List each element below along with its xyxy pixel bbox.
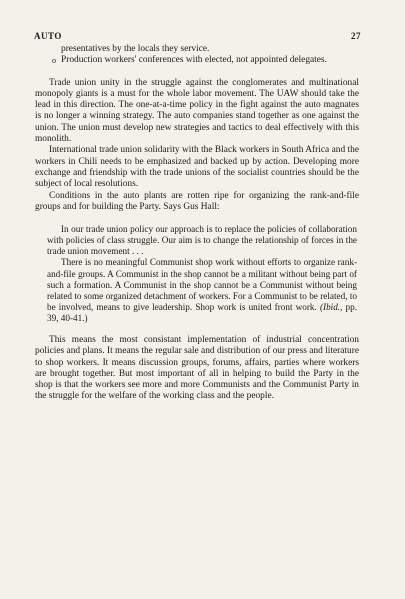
page-number: 27 [351,31,361,41]
quote-paragraph-2-text: There is no meaningful Communist shop work without efforts to organize rank-and-file groups. A Communist in the shop cannot be a militant without being part of such a formation. A Communist in the shop cannot be a Communist without being related to some organized detachment of workers. For a Communist to be related, to be involved, means to give leadership. Shop work is united front work. [47,257,357,312]
quote-paragraph-2 [47,257,357,324]
running-title: AUTO [34,31,62,41]
paragraph-closing: This means the most consistant implementation of industrial concentration policies and plans. It means the regular sale and distribution of our press and literature to shop workers. It means discussion groups, forums, affairs, parties where workers are brought together. But most important of all in helping to build the Party in the shop is that the workers see more and more Communists and the Communist Party in the struggle for the welfare of the working class and the people. [35,335,359,402]
quote-citation: (Ibid., [319,301,343,312]
paragraph-trade-union-unity: Trade union unity in the struggle against the conglomerates and multinational monopoly giants is a must for the whole labor movement. The UAW should take the lead in this direction. The one-at-a-time policy in the fight against the auto magnates is no longer a winning strategy. The auto companies stand together as one against the union. The union must develop new strategies and tactics to deal effectively with this monolith. [35,77,359,145]
quote-citation-pages: pp. 39, 40-41.) [47,301,358,323]
paragraph-conditions: Conditions in the auto plants are rotten ripe for organizing the rank-and-file groups and for building the Party. Says Gus Hall: [35,190,359,212]
paragraph-international-solidarity: International trade union solidarity with the Black workers in South Africa and the workers in Chili needs to be emphasized and backed up by action. Developing more exchange and friendship with the trade unions of the socialist countries should be the subject of local resolutions. [35,145,359,190]
block-quote [47,224,357,324]
bullet-continuation: presentatives by the locals they service. [61,44,210,54]
bullet-text: Production workers' conferences with elected, not appointed delegates. [61,55,327,66]
bullet-icon: o [52,56,56,66]
quote-paragraph-1: In our trade union policy our approach is to replace the policies of collaboration with policies of class struggle. Our aim is to change the relationship of forces in the trade union movement . . . [47,224,357,257]
page-header [34,31,361,45]
page-body [35,44,359,403]
bullet-list-item [35,55,359,66]
